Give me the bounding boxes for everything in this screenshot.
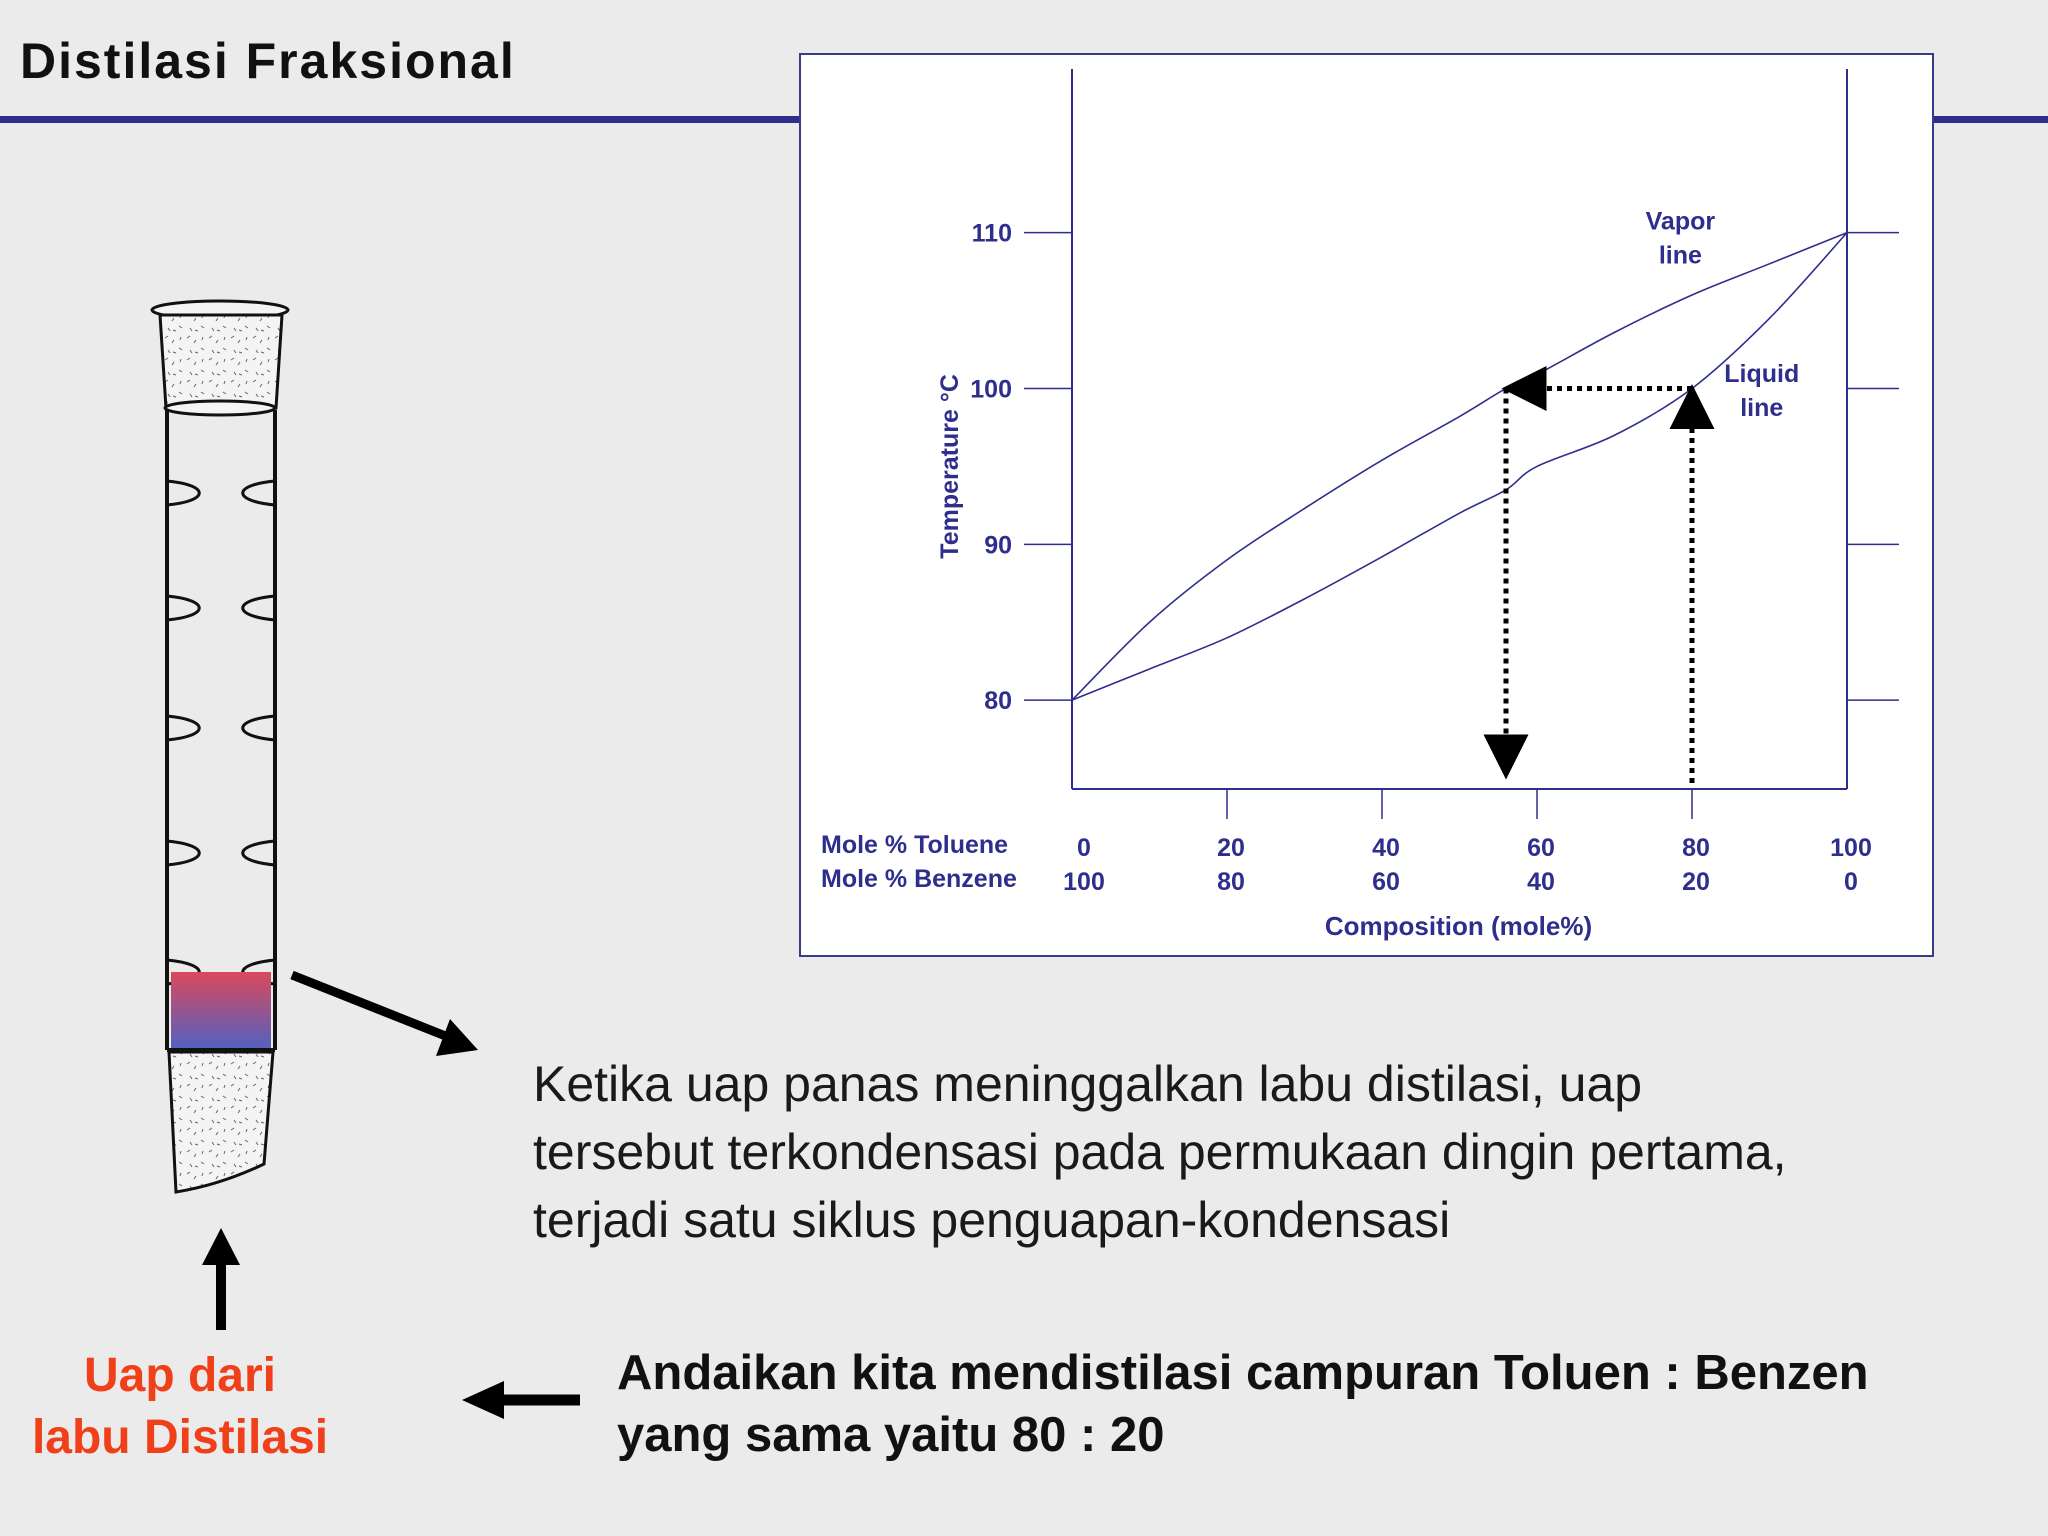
phase-diagram-chart xyxy=(801,55,1936,959)
column-top-joint xyxy=(152,301,288,415)
indent-right xyxy=(243,841,275,865)
arrow-vapor-up xyxy=(202,1228,240,1330)
indent-left xyxy=(167,716,199,740)
condensed-vapor-zone xyxy=(171,972,271,1048)
liquid-line-label: line xyxy=(1740,394,1784,423)
x-axis-title: Composition (mole%) xyxy=(1324,911,1593,941)
note-line: Andaikan kita mendistilasi campuran Toluen : Benzen xyxy=(617,1346,1869,1400)
arrow-to-description xyxy=(292,975,478,1056)
indent-left xyxy=(167,841,199,865)
indent-left xyxy=(167,481,199,505)
vigreux-indents xyxy=(167,481,275,984)
x-tick-label-benzene: 100 xyxy=(1063,868,1105,896)
example-note xyxy=(617,1342,2037,1466)
x-tick-label-benzene: 0 xyxy=(1844,868,1858,896)
vapor-source-line: Uap dari xyxy=(83,1349,277,1402)
indent-right xyxy=(243,596,275,620)
fractionating-column xyxy=(140,290,310,1210)
phase-diagram-panel xyxy=(799,53,1934,957)
vapor-line-label: Vapor xyxy=(1645,207,1716,236)
liquid-line-label: Liquid xyxy=(1724,360,1800,389)
indent-right xyxy=(243,481,275,505)
liquid-line xyxy=(1072,233,1847,701)
x-tick-label-toluene: 80 xyxy=(1682,834,1710,862)
description-line: tersebut terkondensasi pada permukaan dingin pertama, xyxy=(533,1124,1787,1180)
y-axis-title: Temperature °C xyxy=(936,374,964,559)
y-tick-label: 80 xyxy=(984,687,1012,716)
row-label-benzene: Mole % Benzene xyxy=(821,865,1017,893)
x-tick-label-benzene: 80 xyxy=(1217,868,1245,896)
description-line: Ketika uap panas meninggalkan labu distilasi, uap xyxy=(533,1056,1643,1112)
column-bottom-joint xyxy=(167,1050,275,1192)
vapor-line xyxy=(1072,233,1847,701)
x-tick-label-benzene: 20 xyxy=(1682,868,1710,896)
x-tick-label-toluene: 0 xyxy=(1077,834,1091,862)
x-tick-label-benzene: 60 xyxy=(1372,868,1400,896)
x-tick-label-benzene: 40 xyxy=(1527,868,1555,896)
indent-right xyxy=(243,716,275,740)
vapor-line-label: line xyxy=(1658,241,1702,270)
description-line: terjadi satu siklus penguapan-kondensasi xyxy=(533,1192,1451,1248)
description-text xyxy=(533,1050,2013,1254)
y-tick-label: 90 xyxy=(984,531,1012,560)
column-tube xyxy=(167,410,275,1050)
vapor-source-line: labu Distilasi xyxy=(31,1411,329,1464)
y-tick-label: 110 xyxy=(971,219,1012,248)
x-tick-label-toluene: 60 xyxy=(1527,834,1555,862)
indent-left xyxy=(167,596,199,620)
x-tick-label-toluene: 20 xyxy=(1217,834,1245,862)
note-line: yang sama yaitu 80 : 20 xyxy=(617,1408,1165,1462)
y-tick-label: 100 xyxy=(970,375,1012,404)
x-tick-label-toluene: 40 xyxy=(1372,834,1400,862)
row-label-toluene: Mole % Toluene xyxy=(821,831,1009,859)
vapor-source-label xyxy=(20,1345,340,1469)
arrow-from-note xyxy=(462,1381,580,1419)
slide-title: Distilasi Fraksional xyxy=(20,33,516,89)
x-tick-label-toluene: 100 xyxy=(1830,834,1872,862)
